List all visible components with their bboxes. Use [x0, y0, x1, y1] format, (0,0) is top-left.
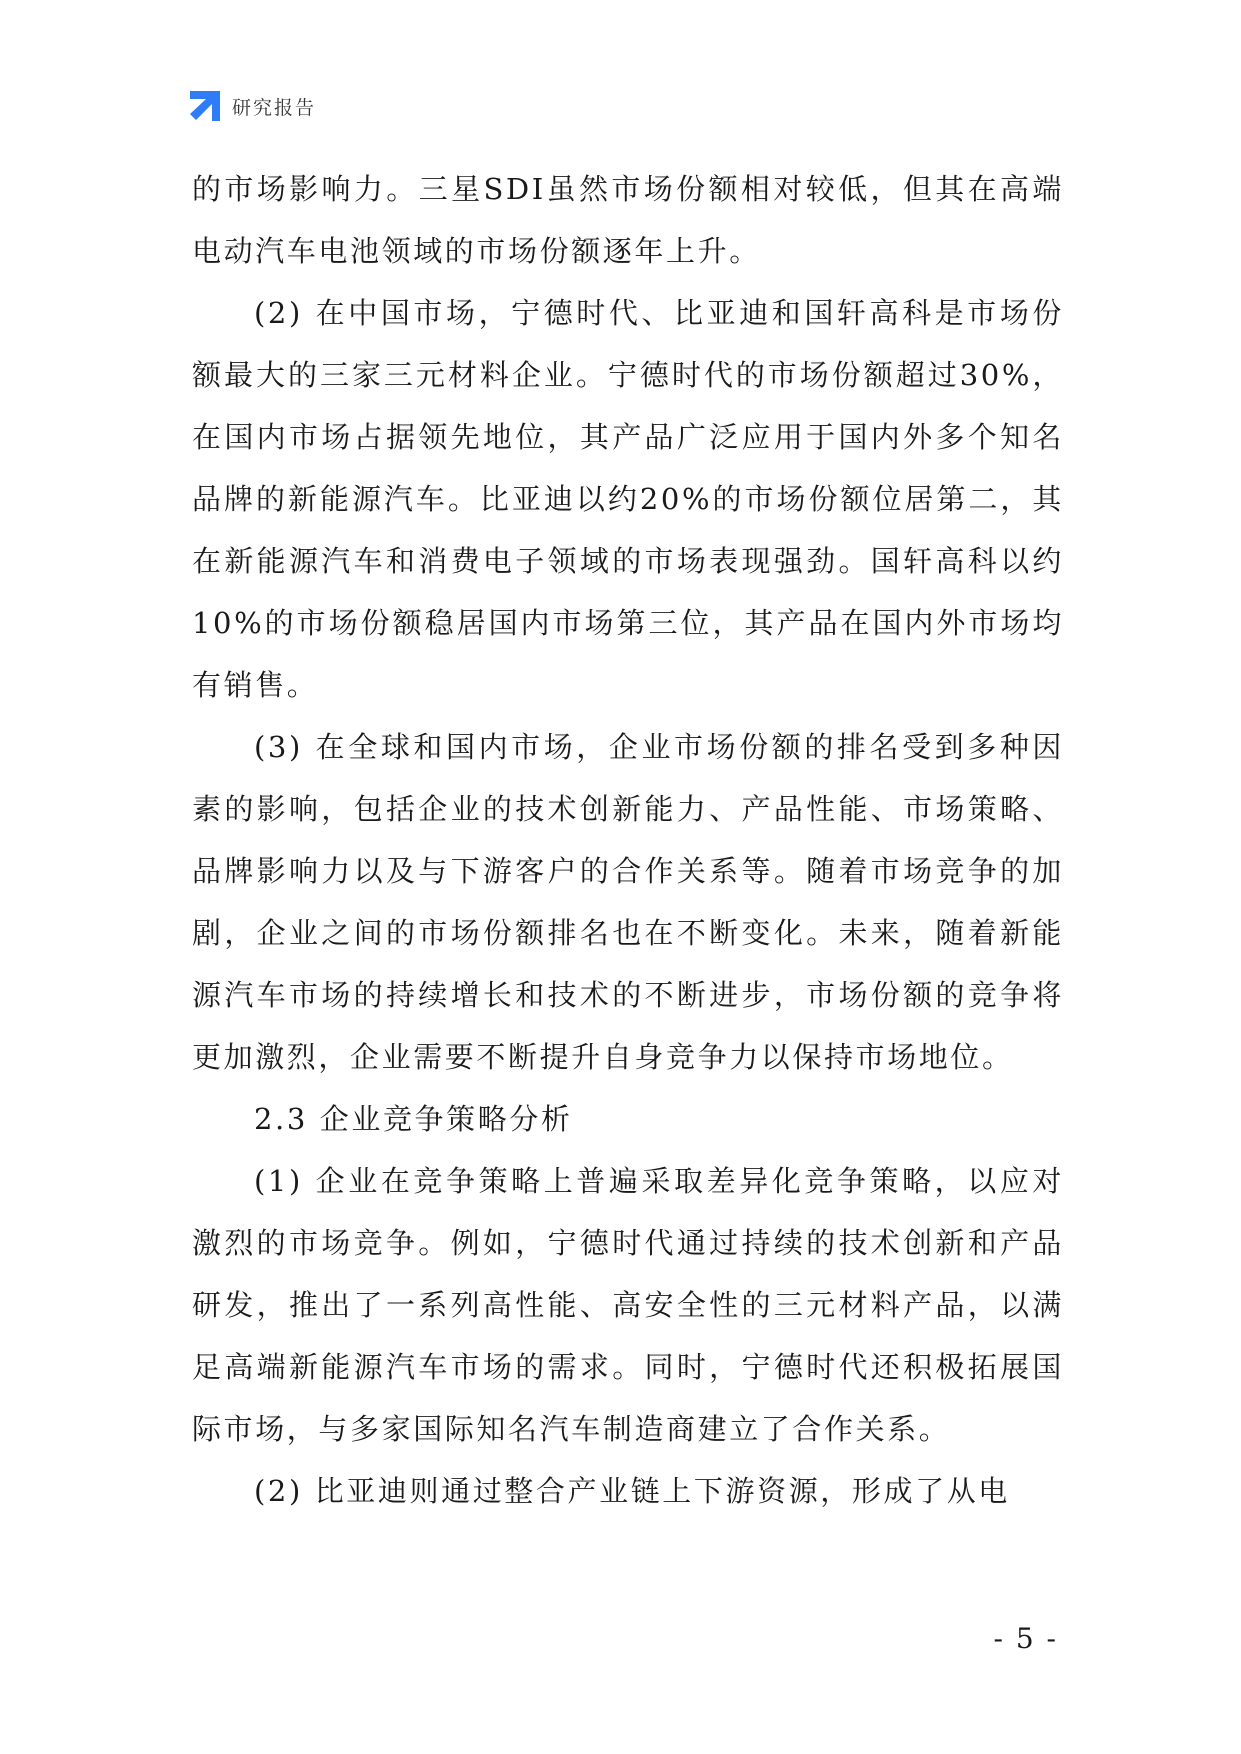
paragraph-strategy-2: (2) 比亚迪则通过整合产业链上下游资源，形成了从电 [254, 1474, 1010, 1508]
page-header [188, 88, 316, 124]
arrow-up-right-icon [188, 89, 222, 123]
section-heading: 2.3 企业竞争策略分析 [254, 1102, 573, 1136]
document-body [192, 158, 1064, 1522]
paragraph-ranking-factors: (3) 在全球和国内市场，企业市场份额的排名受到多种因素的影响，包括企业的技术创新能力、产品性能、市场策略、品牌影响力以及与下游客户的合作关系等。随着市场竞争的加剧，企业之间的市场份额排名也在不断变化。未来，随着新能源汽车市场的持续增长和技术的不断进步，市场份额的竞争将更加激烈，企业需要不断提升自身竞争力以保持市场地位。 [192, 730, 1064, 1074]
paragraph-strategy-1: (1) 企业在竞争策略上普遍采取差异化竞争策略，以应对激烈的市场竞争。例如，宁德时代通过持续的技术创新和产品研发，推出了一系列高性能、高安全性的三元材料产品，以满足高端新能源汽车市场的需求。同时，宁德时代还积极拓展国际市场，与多家国际知名汽车制造商建立了合作关系。 [192, 1164, 1064, 1446]
paragraph-continuation: 的市场影响力。三星SDI虽然市场份额相对较低，但其在高端电动汽车电池领域的市场份额逐年上升。 [192, 172, 1064, 268]
header-title: 研究报告 [232, 96, 317, 119]
page-number: - 5 - [993, 1622, 1058, 1655]
paragraph-china-market: (2) 在中国市场，宁德时代、比亚迪和国轩高科是市场份额最大的三家三元材料企业。宁德时代的市场份额超过30%，在国内市场占据领先地位，其产品广泛应用于国内外多个知名品牌的新能源汽车。比亚迪以约20%的市场份额位居第二，其在新能源汽车和消费电子领域的市场表现强劲。国轩高科以约10%的市场份额稳居国内市场第三位，其产品在国内外市场均有销售。 [192, 296, 1064, 702]
